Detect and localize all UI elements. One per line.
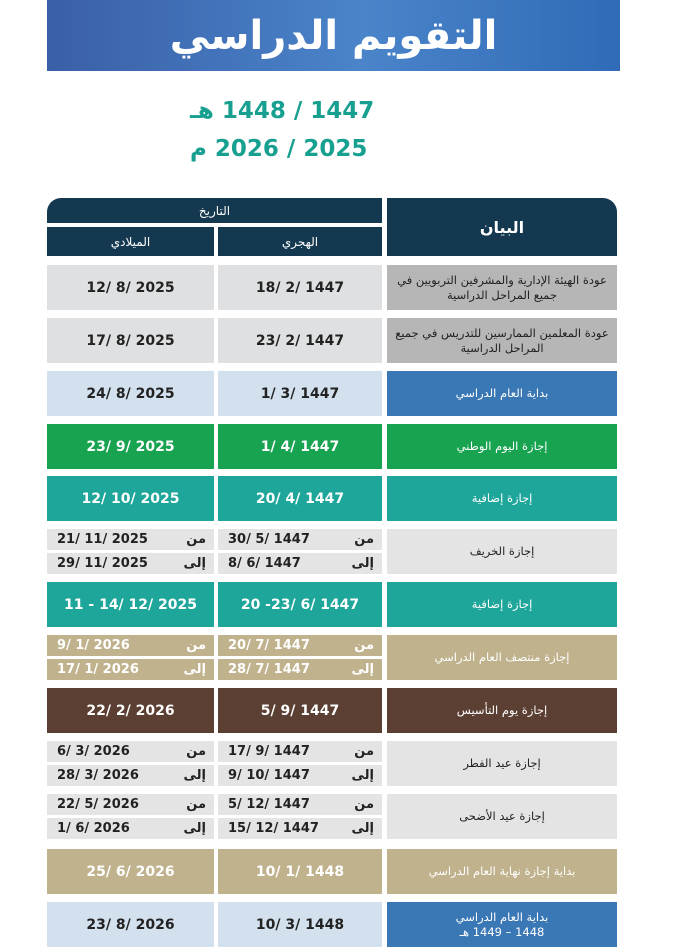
to-label: إلى (351, 556, 374, 571)
hijri-from-10 (218, 741, 382, 762)
hijri-to-11 (218, 818, 382, 839)
miladi-from-10 (47, 741, 214, 762)
date-value: 9/ 1/ 2026 (57, 638, 130, 653)
miladi-date-3: 24/ 8/ 2025 (47, 371, 214, 416)
hijri-date-1: 18/ 2/ 1447 (218, 265, 382, 310)
miladi-date-5: 12/ 10/ 2025 (47, 476, 214, 521)
to-label: إلى (183, 662, 206, 677)
miladi-date-4: 23/ 9/ 2025 (47, 424, 214, 469)
to-label: إلى (183, 556, 206, 571)
row-label-12: بداية إجازة نهاية العام الدراسي (387, 849, 617, 894)
row-label-11: إجازة عيد الأضحى (387, 794, 617, 839)
date-value: 28/ 3/ 2026 (57, 768, 139, 783)
hijri-from-8 (218, 635, 382, 656)
hijri-date-3: 1/ 3/ 1447 (218, 371, 382, 416)
miladi-date-13: 23/ 8/ 2026 (47, 902, 214, 947)
date-value: 1/ 6/ 2026 (57, 821, 130, 836)
to-label: إلى (351, 768, 374, 783)
hijri-date-5: 20/ 4/ 1447 (218, 476, 382, 521)
hijri-from-11 (218, 794, 382, 815)
hijri-to-10 (218, 765, 382, 786)
hijri-date-4: 1/ 4/ 1447 (218, 424, 382, 469)
miladi-to-11 (47, 818, 214, 839)
miladi-date-9: 22/ 2/ 2026 (47, 688, 214, 733)
miladi-date-7: 11 - 14/ 12/ 2025 (47, 582, 214, 627)
miladi-to-10 (47, 765, 214, 786)
date-value: 20/ 7/ 1447 (228, 638, 310, 653)
page-title: التقويم الدراسي (169, 12, 498, 59)
from-label: من (354, 638, 374, 653)
date-value: 22/ 5/ 2026 (57, 797, 139, 812)
date-value: 17/ 1/ 2026 (57, 662, 139, 677)
date-value: 9/ 10/ 1447 (228, 768, 310, 783)
header-hijri: الهجري (218, 227, 382, 256)
hijri-date-9: 5/ 9/ 1447 (218, 688, 382, 733)
miladi-date-12: 25/ 6/ 2026 (47, 849, 214, 894)
from-label: من (354, 797, 374, 812)
hijri-to-6 (218, 553, 382, 574)
miladi-to-6 (47, 553, 214, 574)
header-tarikh: التاريخ (47, 198, 382, 223)
row-label-subtext: 1448 – 1449 هـ (459, 924, 545, 939)
row-label-9: إجازة يوم التأسيس (387, 688, 617, 733)
date-value: 21/ 11/ 2025 (57, 532, 148, 547)
miladi-from-8 (47, 635, 214, 656)
date-value: 5/ 12/ 1447 (228, 797, 310, 812)
row-label-8: إجازة منتصف العام الدراسي (387, 635, 617, 680)
row-label-6: إجازة الخريف (387, 529, 617, 574)
to-label: إلى (351, 821, 374, 836)
from-label: من (186, 638, 206, 653)
date-value: 8/ 6/ 1447 (228, 556, 301, 571)
from-label: من (186, 797, 206, 812)
gregorian-year: 2025 / 2026 م (190, 136, 368, 162)
miladi-date-1: 12/ 8/ 2025 (47, 265, 214, 310)
row-label-3: بداية العام الدراسي (387, 371, 617, 416)
row-label-2: عودة المعلمين الممارسين للتدريس في جميع المراحل الدراسية (387, 318, 617, 363)
from-label: من (186, 744, 206, 759)
hijri-year: 1447 / 1448 هـ (190, 98, 375, 124)
hijri-date-12: 10/ 1/ 1448 (218, 849, 382, 894)
row-label-1: عودة الهيئة الإدارية والمشرفين التربويين في جميع المراحل الدراسية (387, 265, 617, 310)
row-label-text: بداية العام الدراسي (455, 909, 549, 924)
row-label-13 (387, 902, 617, 947)
date-value: 17/ 9/ 1447 (228, 744, 310, 759)
date-value: 15/ 12/ 1447 (228, 821, 319, 836)
header-miladi: الميلادي (47, 227, 214, 256)
hijri-date-13: 10/ 3/ 1448 (218, 902, 382, 947)
row-label-5: إجازة إضافية (387, 476, 617, 521)
row-label-7: إجازة إضافية (387, 582, 617, 627)
hijri-to-8 (218, 659, 382, 680)
date-value: 29/ 11/ 2025 (57, 556, 148, 571)
date-value: 28/ 7/ 1447 (228, 662, 310, 677)
miladi-to-8 (47, 659, 214, 680)
to-label: إلى (183, 768, 206, 783)
to-label: إلى (351, 662, 374, 677)
row-label-10: إجازة عيد الفطر (387, 741, 617, 786)
hijri-date-2: 23/ 2/ 1447 (218, 318, 382, 363)
hijri-from-6 (218, 529, 382, 550)
date-value: 6/ 3/ 2026 (57, 744, 130, 759)
date-value: 30/ 5/ 1447 (228, 532, 310, 547)
to-label: إلى (183, 821, 206, 836)
from-label: من (354, 532, 374, 547)
from-label: من (186, 532, 206, 547)
hijri-date-7: 20 -23/ 6/ 1447 (218, 582, 382, 627)
miladi-from-11 (47, 794, 214, 815)
miladi-date-2: 17/ 8/ 2025 (47, 318, 214, 363)
from-label: من (354, 744, 374, 759)
row-label-4: إجازة اليوم الوطني (387, 424, 617, 469)
title-banner (47, 0, 620, 71)
miladi-from-6 (47, 529, 214, 550)
header-bayan: البيان (387, 198, 617, 256)
